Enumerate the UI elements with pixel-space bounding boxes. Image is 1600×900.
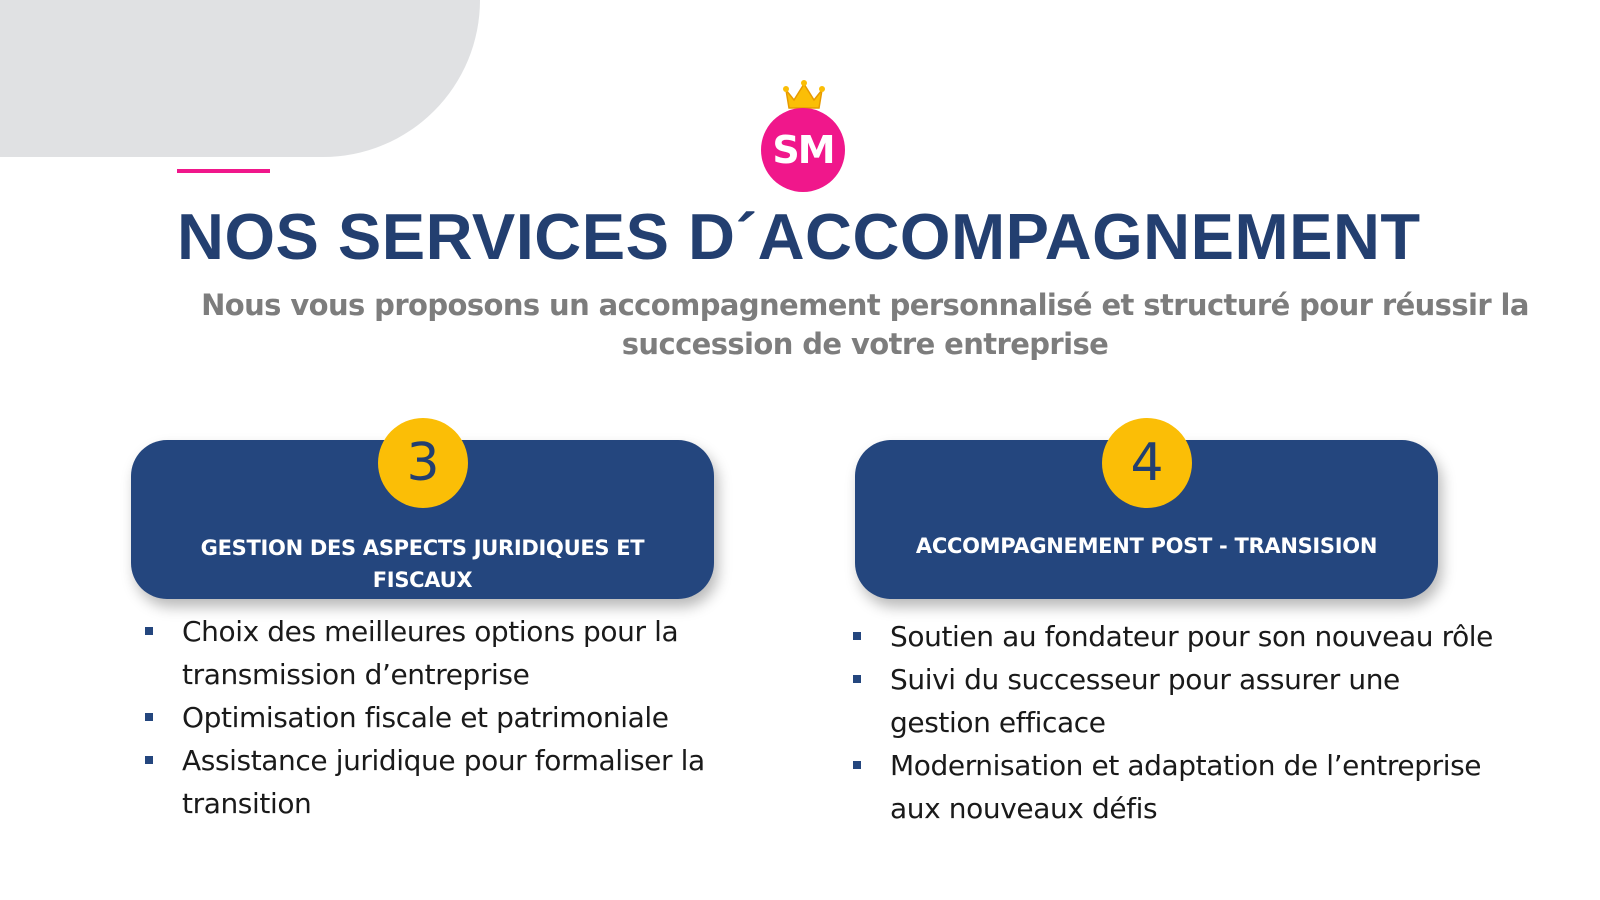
decorative-corner-shape (0, 0, 480, 157)
bullet-text: Choix des meilleures options pour la transmission d’entreprise (182, 615, 679, 691)
bullet-text: Suivi du successeur pour assurer une gestion efficace (890, 663, 1400, 739)
card-title: ACCOMPAGNEMENT POST - TRANSISION (915, 534, 1378, 558)
bullet-square-icon (145, 713, 153, 721)
step-number-badge: 4 (1102, 418, 1192, 508)
service-card-3 (131, 433, 714, 600)
list-item (140, 610, 730, 696)
bullet-list-post-transition (848, 615, 1498, 830)
bullet-text: Soutien au fondateur pour son nouveau rôle (890, 620, 1494, 653)
bullet-text: Modernisation et adaptation de l’entreprise aux nouveaux défis (890, 749, 1482, 825)
bullet-square-icon (145, 756, 153, 764)
logo (761, 80, 845, 190)
logo-circle: SM (761, 108, 845, 192)
list-item (848, 744, 1498, 830)
card-header (131, 433, 714, 599)
bullet-text: Optimisation fiscale et patrimoniale (182, 701, 669, 734)
bullet-square-icon (853, 632, 861, 640)
bullet-square-icon (853, 761, 861, 769)
accent-line (177, 169, 270, 173)
list-item (848, 658, 1498, 744)
bullet-square-icon (145, 627, 153, 635)
list-item (140, 696, 730, 739)
bullet-text: Assistance juridique pour formaliser la transition (182, 744, 705, 820)
step-number-badge: 3 (378, 418, 468, 508)
bullet-square-icon (853, 675, 861, 683)
service-card-4 (855, 433, 1438, 600)
card-title: GESTION DES ASPECTS JURIDIQUES ET FISCAUX (200, 536, 645, 592)
list-item (140, 739, 730, 825)
bullet-list-legal-fiscal (140, 610, 730, 825)
card-header (855, 433, 1438, 599)
page-title: NOS SERVICES D´ACCOMPAGNEMENT (177, 200, 1421, 273)
list-item (848, 615, 1498, 658)
page-subtitle: Nous vous proposons un accompagnement personnalisé et structuré pour réussir la succession de votre entreprise (201, 288, 1529, 361)
